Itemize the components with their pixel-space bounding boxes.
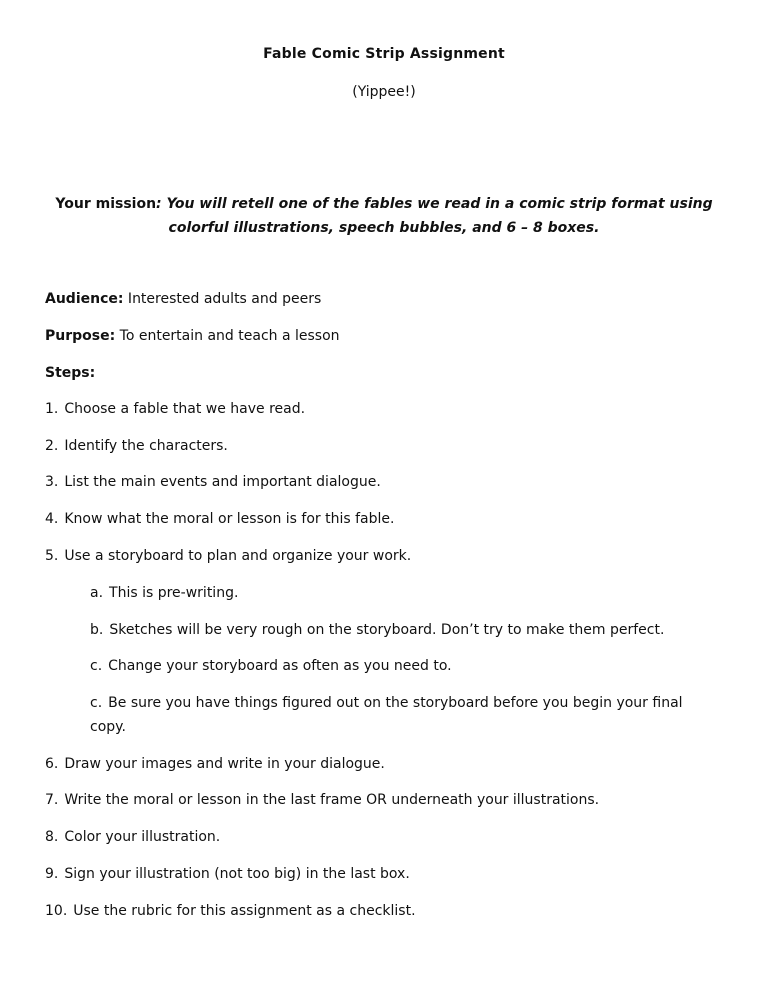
step-number: 2. bbox=[45, 438, 59, 454]
step-text: Identify the characters. bbox=[64, 438, 228, 454]
substep-item bbox=[90, 658, 452, 674]
audience-line bbox=[45, 291, 321, 307]
steps-heading: Steps: bbox=[45, 365, 96, 381]
step-item bbox=[45, 401, 305, 417]
mission-body: : You will retell one of the fables we read in a comic strip format using colorful illustrations, speech bubbles, and 6 – 8 boxes. bbox=[156, 196, 713, 236]
mission-statement bbox=[40, 192, 728, 240]
step-text: Draw your images and write in your dialogue. bbox=[64, 756, 385, 772]
step-text: Sign your illustration (not too big) in the last box. bbox=[64, 866, 410, 882]
step-item bbox=[45, 756, 385, 772]
step-number: 6. bbox=[45, 756, 59, 772]
step-text: Write the moral or lesson in the last frame OR underneath your illustrations. bbox=[64, 792, 600, 808]
substep-item bbox=[90, 585, 238, 601]
step-number: 3. bbox=[45, 474, 59, 490]
step-number: 1. bbox=[45, 401, 59, 417]
step-item bbox=[45, 548, 411, 564]
step-text: Know what the moral or lesson is for this fable. bbox=[64, 511, 395, 527]
step-item bbox=[45, 474, 381, 490]
step-number: 5. bbox=[45, 548, 59, 564]
purpose-label: Purpose: bbox=[45, 328, 116, 344]
document-title: Fable Comic Strip Assignment bbox=[263, 46, 505, 62]
mission-lead: Your mission bbox=[55, 196, 157, 212]
purpose-text: To entertain and teach a lesson bbox=[115, 328, 340, 344]
substep-item bbox=[90, 622, 664, 638]
step-item bbox=[45, 903, 416, 919]
step-text: Use a storyboard to plan and organize your work. bbox=[64, 548, 412, 564]
step-item bbox=[45, 866, 410, 882]
audience-label: Audience: bbox=[45, 291, 124, 307]
document-subtitle: (Yippee!) bbox=[352, 84, 416, 100]
step-text: Choose a fable that we have read. bbox=[64, 401, 306, 417]
substep-letter: a. bbox=[90, 585, 104, 601]
step-number: 4. bbox=[45, 511, 59, 527]
step-text: List the main events and important dialogue. bbox=[64, 474, 381, 490]
substep-text: This is pre-writing. bbox=[109, 585, 239, 601]
step-item bbox=[45, 511, 394, 527]
substep-text: Be sure you have things figured out on the storyboard before you begin your final copy. bbox=[90, 695, 683, 735]
substep-item bbox=[90, 691, 700, 739]
purpose-line bbox=[45, 328, 340, 344]
step-item bbox=[45, 438, 228, 454]
substep-letter: c. bbox=[90, 658, 103, 674]
step-number: 10. bbox=[45, 903, 68, 919]
step-number: 9. bbox=[45, 866, 59, 882]
substep-text: Sketches will be very rough on the storyboard. Don’t try to make them perfect. bbox=[109, 622, 665, 638]
step-item bbox=[45, 829, 220, 845]
substep-letter: b. bbox=[90, 622, 104, 638]
step-number: 7. bbox=[45, 792, 59, 808]
step-text: Use the rubric for this assignment as a checklist. bbox=[73, 903, 416, 919]
step-text: Color your illustration. bbox=[64, 829, 221, 845]
audience-text: Interested adults and peers bbox=[123, 291, 322, 307]
substep-letter: c. bbox=[90, 695, 103, 711]
step-number: 8. bbox=[45, 829, 59, 845]
step-item bbox=[45, 792, 599, 808]
substep-text: Change your storyboard as often as you need to. bbox=[108, 658, 452, 674]
